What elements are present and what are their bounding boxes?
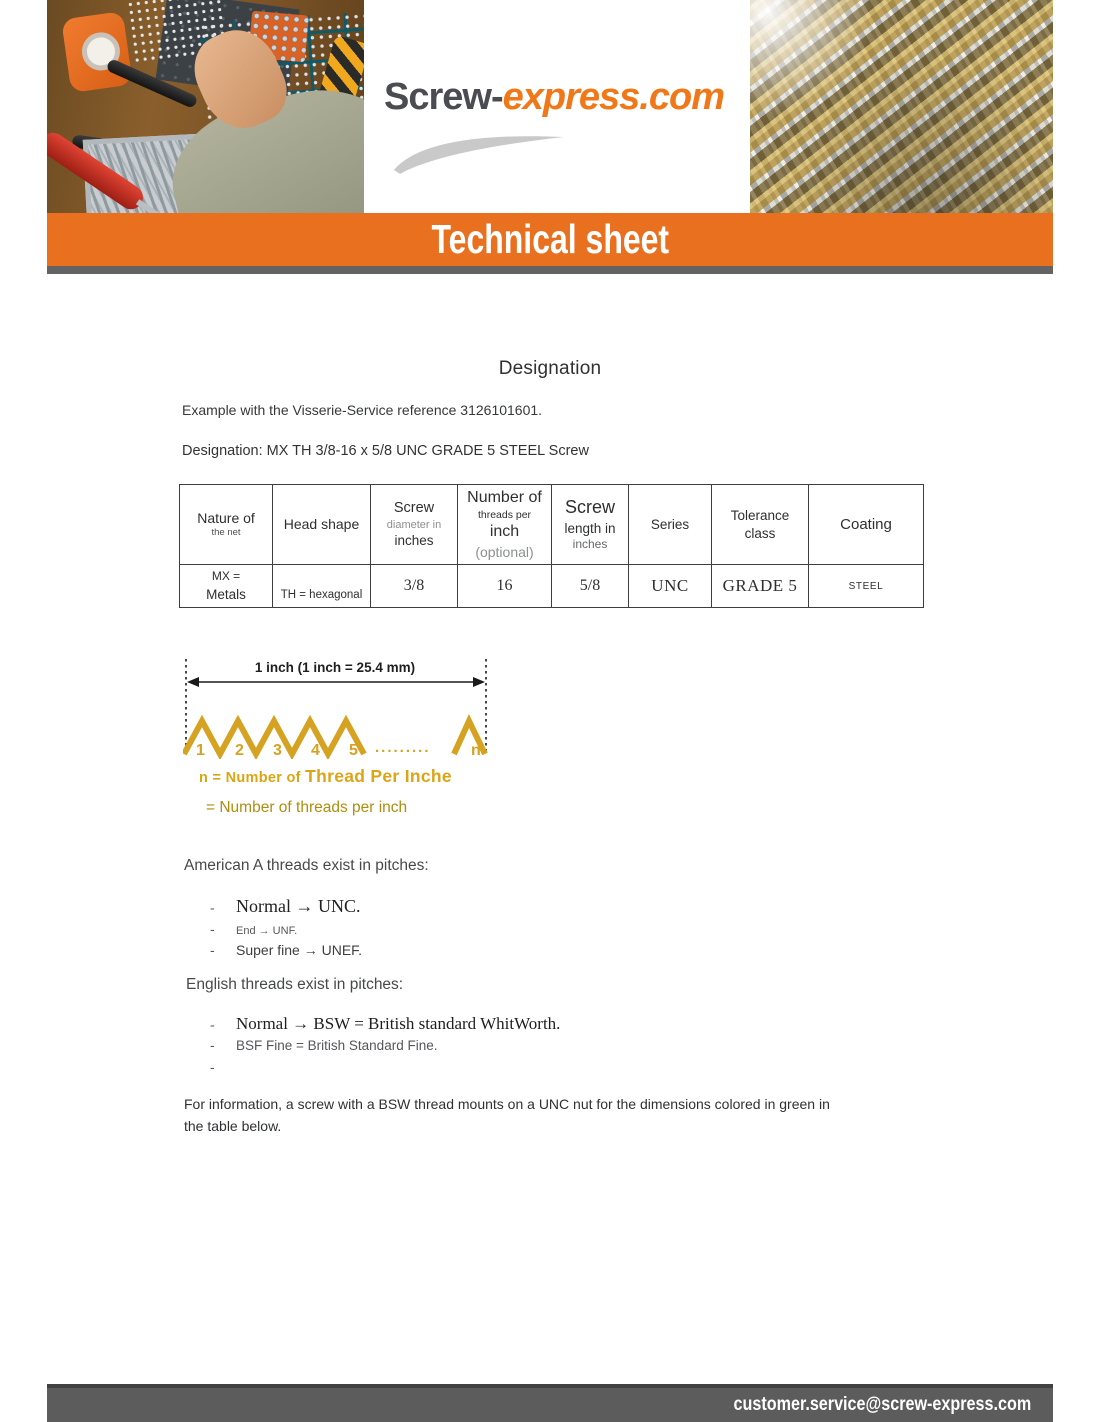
header-subtext: threads per	[477, 508, 532, 521]
thread-number: 5	[349, 742, 358, 759]
note-line: For information, a screw with a BSW thread mounts on a UNC nut for the dimensions colored in green in	[184, 1096, 830, 1112]
arrowhead-right	[473, 677, 485, 687]
header-subtext: inch	[489, 523, 520, 541]
col-header-tolerance	[712, 485, 809, 565]
designation-line: Designation: MX TH 3/8-16 x 5/8 UNC GRADE 5 STEEL Screw	[182, 443, 589, 459]
header-subtext: diameter in	[386, 519, 442, 531]
value-series: UNC	[629, 565, 712, 608]
value-diameter: 3/8	[371, 565, 458, 608]
arrowhead-left	[187, 677, 199, 687]
list-item	[210, 942, 362, 958]
col-header-nature	[180, 485, 273, 565]
n-label: n	[471, 742, 481, 759]
value-head-shape: TH = hexagonal	[273, 565, 371, 608]
col-header-threads-per-inch	[458, 485, 552, 565]
footer-bar	[47, 1384, 1053, 1422]
header-subtext: class	[744, 525, 776, 541]
american-threads-list	[210, 896, 362, 958]
american-threads-heading: American A threads exist in pitches:	[184, 857, 429, 874]
ellipsis-dots: .........	[375, 739, 431, 756]
bullet-dash: -	[210, 1037, 215, 1053]
list-item	[210, 921, 362, 937]
header-subtext: the net	[211, 527, 241, 539]
banner	[47, 213, 1053, 266]
list-item-text: BSF Fine = British Standard Fine.	[236, 1038, 438, 1053]
thread-number: 1	[196, 742, 205, 759]
header-subtext: inches	[394, 533, 434, 549]
list-item-text: Normal → UNC.	[236, 896, 361, 916]
value-tolerance: GRADE 5	[712, 565, 809, 608]
value-length: 5/8	[552, 565, 629, 608]
table-header-row	[180, 485, 924, 565]
bullet-dash: -	[210, 942, 215, 958]
inch-arrow-label: 1 inch (1 inch = 25.4 mm)	[254, 660, 416, 675]
thread-pitch-diagram	[183, 655, 495, 759]
cell-text: Metals	[206, 587, 246, 602]
thread-number: 4	[311, 742, 320, 759]
col-header-series	[629, 485, 712, 565]
cell-text: MX =	[211, 569, 241, 583]
header-text: Screw	[564, 497, 615, 518]
bullet-dash: -	[210, 921, 215, 937]
header-text: Number of	[467, 488, 542, 506]
header-subtext: length in	[564, 520, 616, 536]
header-subtext: (optional)	[475, 544, 534, 561]
header-text: Tolerance	[730, 507, 790, 523]
header-subtext: inches	[572, 537, 608, 552]
bullet-dash: -	[210, 1018, 215, 1033]
logo-swoosh	[388, 130, 578, 178]
col-header-coating	[809, 485, 924, 565]
header-text: Series	[650, 516, 690, 532]
english-threads-heading: English threads exist in pitches:	[186, 976, 404, 993]
caption-text: n = Number of	[199, 770, 306, 786]
list-item	[210, 896, 362, 917]
footer-email: customer.service@screw-express.com	[733, 1394, 1031, 1415]
header-text: Nature of	[197, 510, 255, 527]
col-header-diameter	[371, 485, 458, 565]
list-item-text: Super fine → UNEF.	[236, 942, 363, 958]
banner-title: Technical sheet	[431, 216, 669, 262]
caption-emphasis: Thread Per Inche	[305, 766, 452, 786]
workbench-photo	[47, 0, 364, 213]
list-item	[210, 1037, 560, 1053]
banner-underline	[47, 266, 1053, 274]
screw-pile-photo	[750, 0, 1053, 213]
value-nature	[180, 565, 273, 608]
bullet-dash: -	[210, 1059, 215, 1075]
list-item-text: Normal → BSW = British standard WhitWorth.	[236, 1014, 561, 1033]
header-text: Head shape	[283, 516, 360, 533]
note-line: the table below.	[184, 1117, 282, 1134]
list-item	[210, 1014, 560, 1034]
english-threads-list	[210, 1014, 560, 1075]
header-text: Coating	[840, 515, 892, 533]
value-coating: STEEL	[809, 565, 924, 608]
value-threads: 16	[458, 565, 552, 608]
thread-number: 2	[235, 742, 244, 759]
info-note	[184, 1094, 890, 1137]
table-value-row	[180, 565, 924, 608]
logo-text-gray: Screw-	[384, 76, 503, 118]
list-item-text: End → UNF.	[236, 925, 298, 937]
col-header-length	[552, 485, 629, 565]
page-title: Designation	[498, 358, 602, 379]
example-line: Example with the Visserie-Service reference 3126101601.	[182, 402, 543, 418]
designation-table	[179, 484, 924, 608]
header-text: Screw	[393, 500, 435, 517]
bullet-dash: -	[210, 901, 215, 916]
diagram-caption-olive: = Number of threads per inch	[206, 799, 408, 816]
diagram-caption-gold	[199, 766, 452, 787]
logo-text-orange: express.com	[502, 76, 724, 118]
tape-measure	[61, 11, 133, 93]
list-item	[210, 1059, 560, 1075]
col-header-head-shape	[273, 485, 371, 565]
thread-number: 3	[273, 742, 282, 759]
logo	[384, 76, 744, 119]
